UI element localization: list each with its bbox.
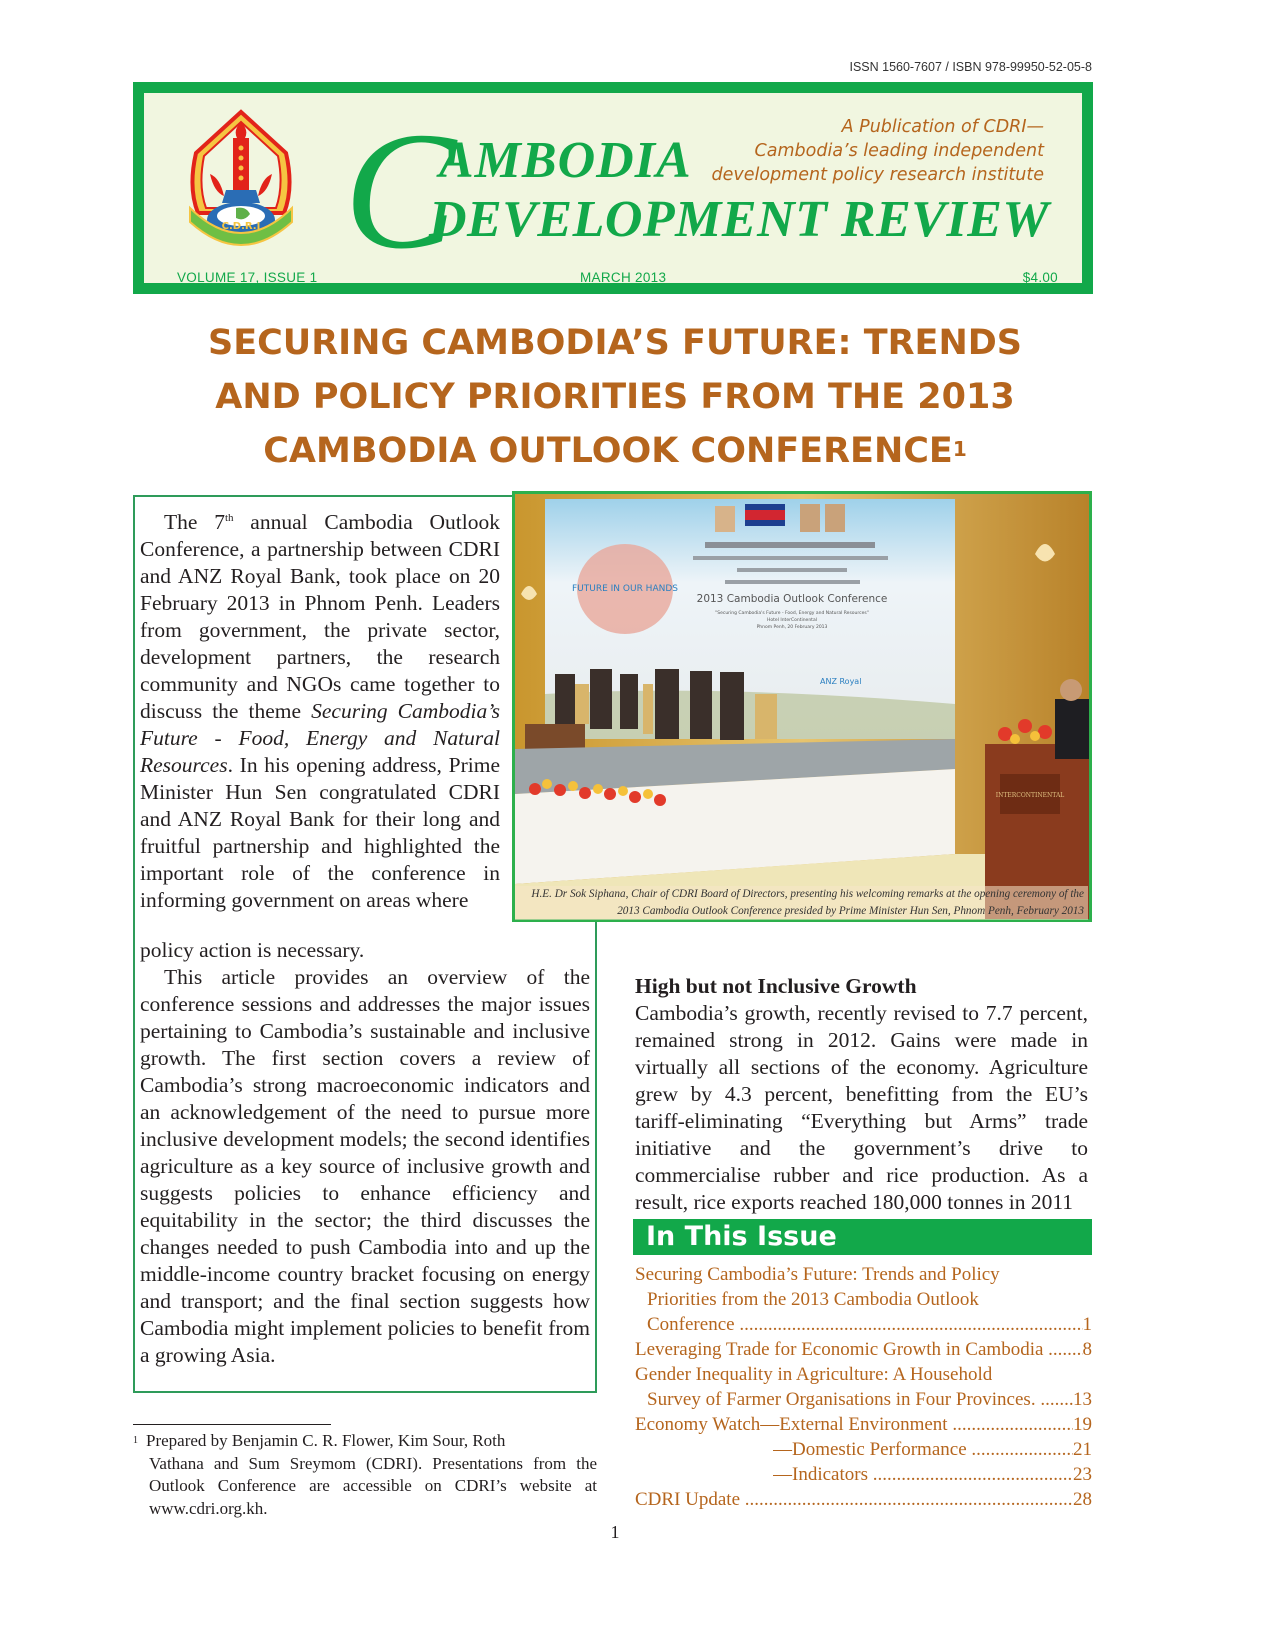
toc-item[interactable]: Economy Watch—External Environment ..... 19 xyxy=(635,1412,1092,1437)
photo-caption: H.E. Dr Sok Siphana, Chair of CDRI Board of Directors, presenting his welcoming remarks at the opening ceremony of the 2013 Cambodia Outlook Conference presided by Prime Minister Hun Sen, Phnom Penh, February 2013 xyxy=(515,886,1088,920)
issue-date: MARCH 2013 xyxy=(580,270,667,285)
toc-item[interactable]: —Domestic Performance ..... 21 xyxy=(635,1437,1092,1462)
article-paragraph-3: Cambodia’s growth, recently revised to 7.7 percent, remained strong in 2012. Gains were made in virtually all sections of the economy. Agriculture grew by 4.3 percent, benefitting from the EU’s tariff-eliminating “Everything but Arms” trade initiative and the government’s drive to commercialise rubber and rice production. As a result, rice exports reached 180,000 tonnes in 2011 xyxy=(635,1001,1088,1214)
svg-text:C.D.R.I: C.D.R.I xyxy=(221,221,261,232)
svg-text:ANZ Royal: ANZ Royal xyxy=(820,677,862,686)
footnote: $^1$ Prepared by Benjamin C. R. Flower, Kim Sour, Roth Vathana and Sum Sreymom (CDRI). Presentations from the Outlook Conference are accessible on CDRI’s website at www.cdri.org.kh. xyxy=(133,1431,597,1518)
title-line-2: DEVELOPMENT REVIEW xyxy=(429,191,1050,248)
masthead xyxy=(133,82,1093,294)
issn-isbn: ISSN 1560-7607 / ISBN 978-99950-52-05-8 xyxy=(849,60,1092,74)
cdri-logo-icon xyxy=(186,108,296,253)
title-initial: C xyxy=(344,98,457,284)
publication-tagline: A Publication of CDRI— Cambodia’s leading independent development policy research institute xyxy=(711,117,1044,185)
toc-page-number: 13 xyxy=(1073,1389,1092,1410)
price: $4.00 xyxy=(1022,270,1058,285)
toc-page-number: 8 xyxy=(1082,1339,1092,1360)
title-line-1: AMBODIA xyxy=(439,132,692,189)
section-heading: High but not Inclusive Growth xyxy=(635,974,917,998)
article-paragraph-1-end: policy action is necessary. xyxy=(140,938,365,962)
svg-text:FUTURE IN OUR HANDS: FUTURE IN OUR HANDS xyxy=(572,584,678,594)
toc-item[interactable]: Securing Cambodia’s Future: Trends and Policy Priorities from the 2013 Cambodia Outlook Conference ..... 1 xyxy=(635,1262,1092,1337)
footnote-divider xyxy=(133,1424,331,1425)
svg-text:"Securing Cambodia's Future -: "Securing Cambodia's Future - Food, Energy and Natural Resources" xyxy=(715,611,869,616)
toc-item[interactable]: CDRI Update ..... 28 xyxy=(635,1487,1092,1512)
headline-footnote-mark[interactable]: 1 xyxy=(952,437,967,461)
masthead-panel xyxy=(144,93,1082,283)
footnote-number: 1 xyxy=(133,1435,138,1446)
toc-item[interactable]: —Indicators ..... 23 xyxy=(635,1462,1092,1487)
conference-photo-image xyxy=(515,494,1089,919)
svg-text:2013 Cambodia Outlook Conferen: 2013 Cambodia Outlook Conference xyxy=(696,593,888,605)
page-number: 1 xyxy=(610,1522,620,1542)
toc-item[interactable]: Gender Inequality in Agriculture: A Household Survey of Farmer Organisations in Four Provinces. ..... 13 xyxy=(635,1362,1092,1412)
article-headline: SECURING CAMBODIA’S FUTURE: TRENDS AND POLICY PRIORITIES FROM THE 2013 CAMBODIA OUTLOOK CONFERENCE$^1$ xyxy=(207,323,1023,471)
article-paragraph-1: The 7th annual Cambodia Outlook Conference, a partnership between CDRI and ANZ Royal Bank, took place on 20 February 2013 in Phnom Penh. Leaders from government, the private sector, development partners, the research community and NGOs came together to discuss the theme Securing Cambodia’s Future - Food, Energy and Natural Resources. In his opening address, Prime Minister Hun Sen congratulated CDRI and ANZ Royal Bank for their long and fruitful partnership and highlighted the important role of the conference in informing government on areas where xyxy=(140,510,500,913)
volume-issue: VOLUME 17, ISSUE 1 xyxy=(177,270,318,285)
toc-item[interactable]: Leveraging Trade for Economic Growth in Cambodia ..... 8 xyxy=(635,1337,1092,1362)
toc-page-number: 28 xyxy=(1073,1489,1092,1510)
svg-text:Phnom Penh, 20 February 2013: Phnom Penh, 20 February 2013 xyxy=(756,625,828,630)
in-this-issue-header: In This Issue xyxy=(633,1219,1092,1255)
toc-page-number: 21 xyxy=(1073,1439,1092,1460)
toc-page-number: 19 xyxy=(1073,1414,1092,1435)
table-of-contents xyxy=(635,1262,1092,1512)
svg-text:Hotel InterContinental: Hotel InterContinental xyxy=(767,618,817,623)
svg-text:INTERCONTINENTAL: INTERCONTINENTAL xyxy=(995,792,1065,799)
toc-page-number: 1 xyxy=(1082,1314,1092,1335)
article-paragraph-2: This article provides an overview of the conference sessions and addresses the major issues pertaining to Cambodia’s sustainable and inclusive growth. The first section covers a review of Cambodia’s strong macroeconomic indicators and an acknowledgement of the need to pursue more inclusive development models; the second identifies agriculture as a key source of inclusive growth and suggests policies to enhance efficiency and equitability in the sector; the third discusses the changes needed to push Cambodia into and up the middle-income country bracket focusing on energy and transport; and the final section suggests how Cambodia might implement policies to benefit from a growing Asia. xyxy=(140,965,590,1367)
conference-photo xyxy=(512,491,1092,922)
toc-page-number: 23 xyxy=(1073,1464,1092,1485)
